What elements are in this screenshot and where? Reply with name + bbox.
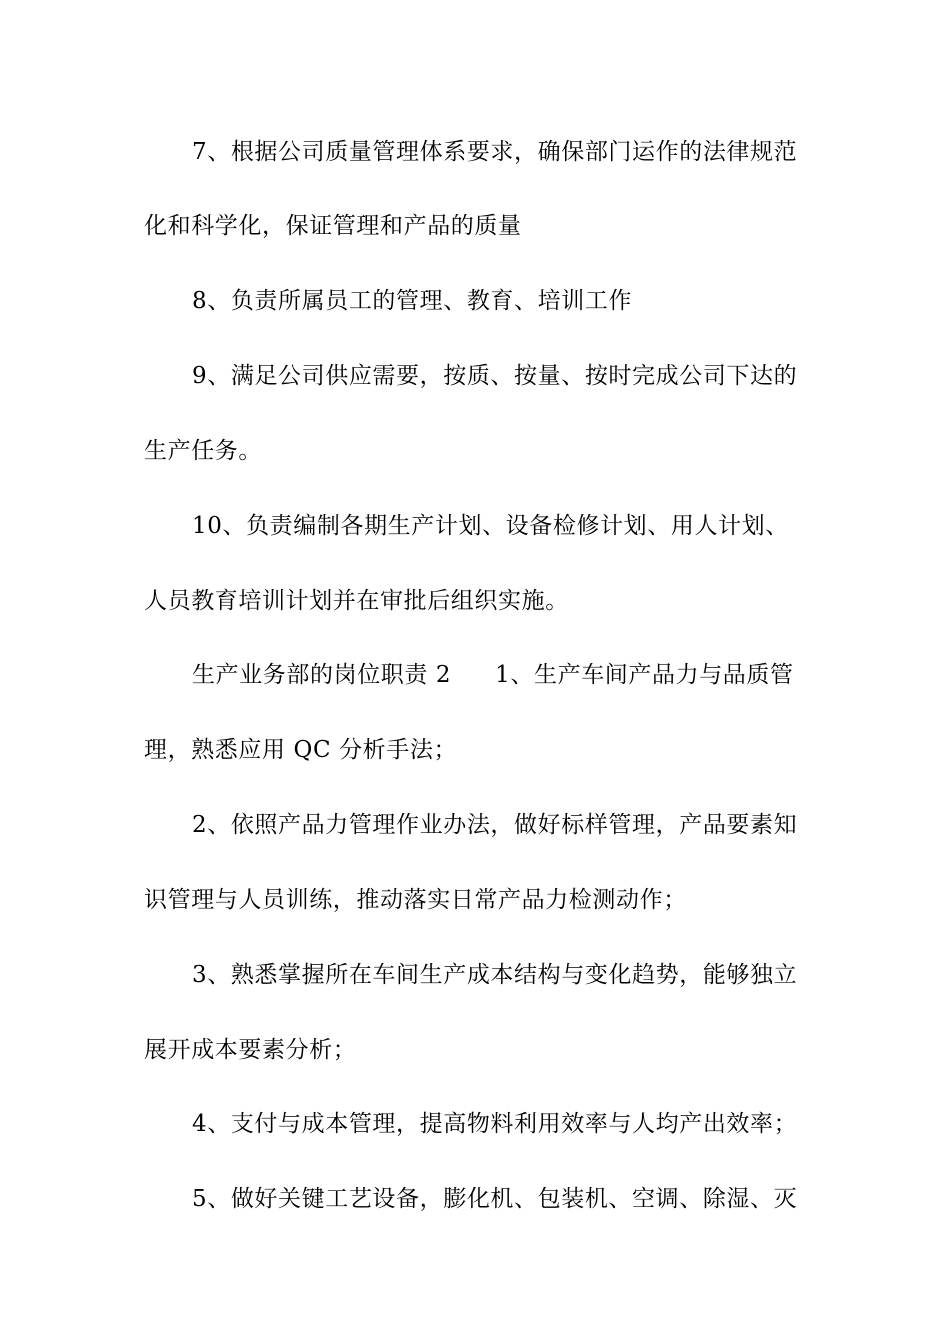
duty-1-line-1: 1、生产车间产品力与品质管: [495, 662, 794, 688]
paragraph-10-line-1: 10、负责编制各期生产计划、设备检修计划、用人计划、: [192, 513, 789, 539]
duty-1-line-2: 理，熟悉应用 QC 分析手法；: [144, 737, 458, 763]
paragraph-7-line-1: 7、根据公司质量管理体系要求，确保部门运作的法律规范: [192, 139, 798, 165]
duty-5-line-1: 5、做好关键工艺设备，膨化机、包装机、空调、除湿、灭: [192, 1186, 798, 1212]
paragraph-7-line-2: 化和科学化，保证管理和产品的质量: [144, 213, 522, 239]
duty-2-line-1: 2、依照产品力管理作业办法，做好标样管理，产品要素知: [192, 812, 798, 838]
section-heading: 生产业务部的岗位职责 2: [192, 662, 452, 688]
paragraph-9-line-1: 9、满足公司供应需要，按质、按量、按时完成公司下达的: [192, 363, 798, 389]
duty-3-line-2: 展开成本要素分析；: [144, 1037, 357, 1063]
duty-3-line-1: 3、熟悉掌握所在车间生产成本结构与变化趋势，能够独立: [192, 962, 798, 988]
section-heading-line: [192, 660, 812, 690]
paragraph-8-line-1: 8、负责所属员工的管理、教育、培训工作: [192, 288, 633, 314]
paragraph-9-line-2: 生产任务。: [144, 438, 262, 464]
duty-4-line-1: 4、支付与成本管理，提高物料利用效率与人均产出效率；: [192, 1111, 798, 1137]
duty-2-line-2: 识管理与人员训练，推动落实日常产品力检测动作；: [144, 887, 687, 913]
paragraph-10-line-2: 人员教育培训计划并在审批后组织实施。: [144, 588, 569, 614]
